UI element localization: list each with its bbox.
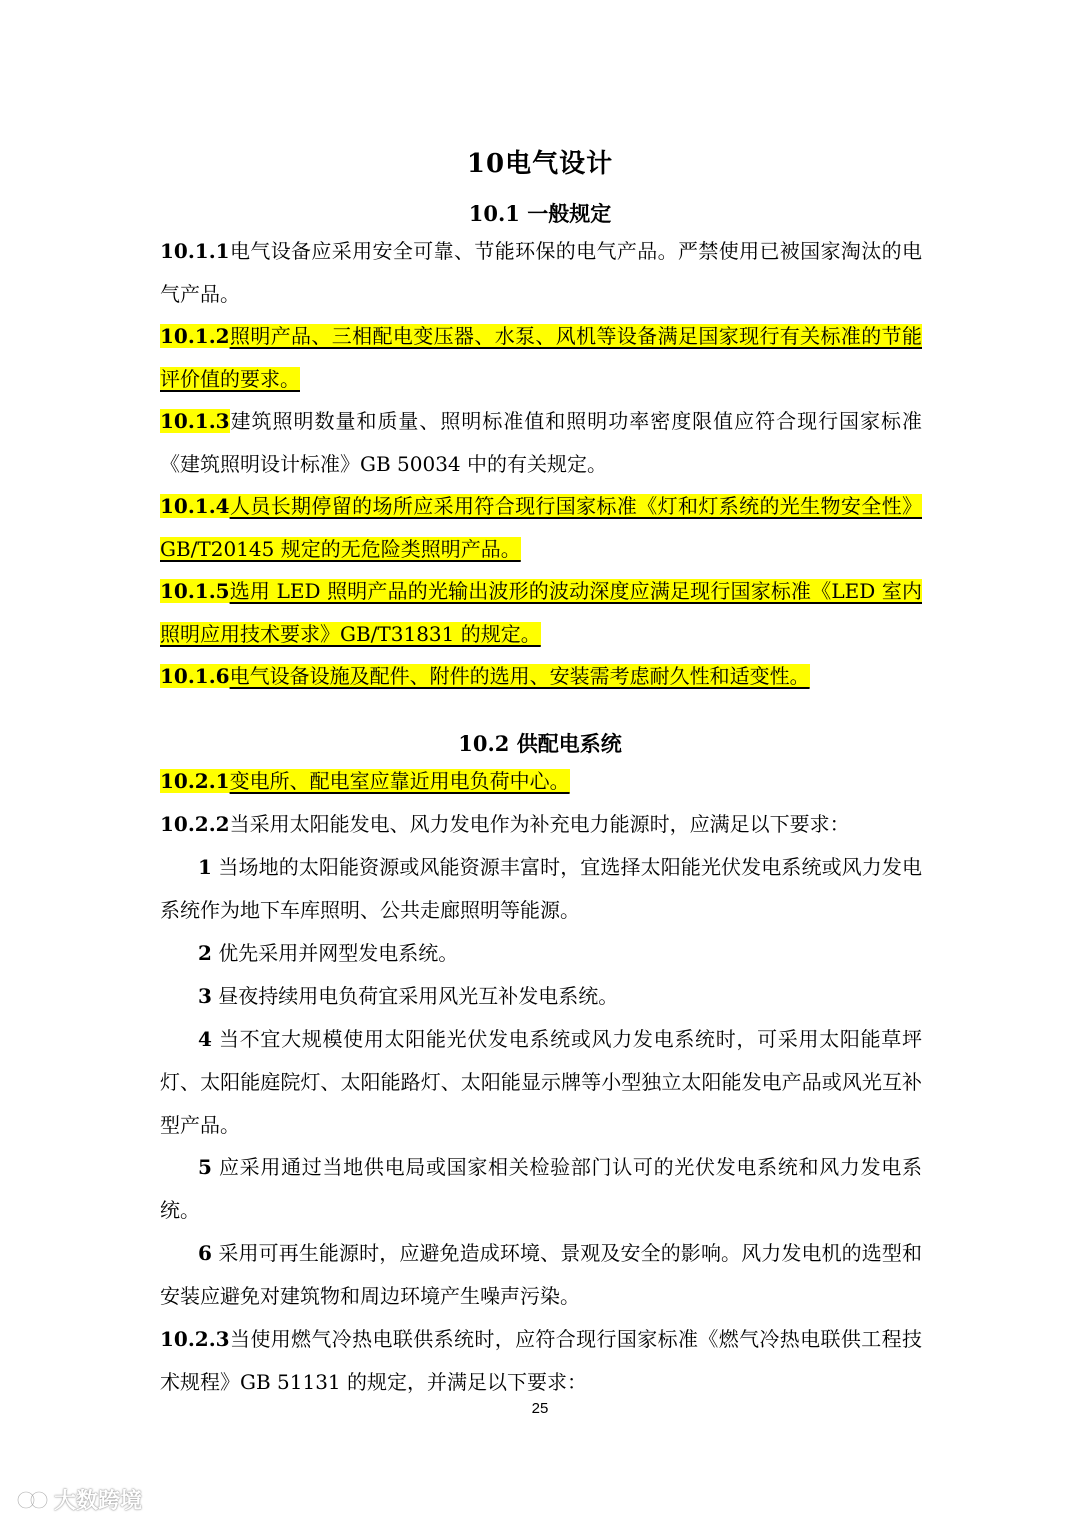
list-item-3 — [160, 975, 922, 1018]
chapter-title: 10电气设计 — [466, 149, 614, 179]
item-text: 当不宜大规模使用太阳能光伏发电系统或风力发电系统时，可采用太阳能草坪灯、太阳能庭院灯、太阳能路灯、太阳能显示牌等小型独立太阳能发电产品或风光互补型产品。 — [160, 1027, 923, 1137]
clause-text: 当使用燃气冷热电联供系统时，应符合现行国家标准《燃气冷热电联供工程技术规程》GB 51131 的规定，并满足以下要求： — [160, 1327, 922, 1394]
clause-number: 10.1.1 — [160, 239, 230, 263]
clause-text-highlighted: 变电所、配电室应靠近用电负荷中心。 — [229, 769, 570, 793]
clause-text-highlighted: 照明产品、三相配电变压器、水泵、风机等设备满足国家现行有关标准的节能评价值的要求。 — [160, 324, 922, 391]
item-number: 3 — [198, 984, 212, 1008]
clause-text-highlighted: 电气设备设施及配件、附件的选用、安装需考虑耐久性和适变性。 — [229, 664, 810, 688]
list-item-1 — [160, 846, 922, 932]
item-text: 优先采用并网型发电系统。 — [218, 941, 459, 965]
list-item-4 — [160, 1018, 922, 1147]
item-text: 采用可再生能源时，应避免造成环境、景观及安全的影响。风力发电机的选型和安装应避免对建筑物和周边环境产生噪声污染。 — [160, 1241, 923, 1308]
clause-number: 10.2.3 — [160, 1327, 230, 1351]
clause-text: 当采用太阳能发电、风力发电作为补充电力能源时，应满足以下要求： — [229, 812, 850, 836]
page-number: 25 — [531, 1400, 549, 1417]
clause-10-2-2 — [160, 803, 922, 846]
item-number: 4 — [198, 1027, 212, 1051]
list-item-2 — [160, 932, 922, 975]
list-item-5 — [160, 1146, 922, 1232]
clause-number: 10.1.2 — [160, 324, 230, 348]
clause-text: 建筑照明数量和质量、照明标准值和照明功率密度限值应符合现行国家标准《建筑照明设计标准》GB 50034 中的有关规定。 — [160, 409, 922, 476]
section-title-10-1: 10.1 一般规定 — [468, 201, 612, 226]
item-number: 6 — [198, 1241, 212, 1265]
item-text: 当场地的太阳能资源或风能资源丰富时，宜选择太阳能光伏发电系统或风力发电系统作为地下车库照明、公共走廊照明等能源。 — [160, 855, 923, 922]
watermark — [16, 1484, 142, 1515]
clause-number: 10.1.6 — [160, 664, 230, 688]
watermark-logo-icon — [16, 1488, 50, 1512]
clause-10-2-3 — [160, 1318, 922, 1404]
clause-number: 10.1.4 — [160, 494, 230, 518]
clause-number: 10.2.2 — [160, 812, 230, 836]
clause-text: 电气设备应采用安全可靠、节能环保的电气产品。严禁使用已被国家淘汰的电气产品。 — [160, 239, 922, 306]
section-title-10-2: 10.2 供配电系统 — [458, 731, 622, 756]
clause-number: 10.2.1 — [160, 769, 230, 793]
item-number: 5 — [198, 1155, 212, 1179]
list-item-6 — [160, 1232, 922, 1318]
item-number: 2 — [198, 941, 212, 965]
item-text: 应采用通过当地供电局或国家相关检验部门认可的光伏发电系统和风力发电系统。 — [160, 1155, 923, 1222]
item-number: 1 — [198, 855, 212, 879]
item-text: 昼夜持续用电负荷宜采用风光互补发电系统。 — [218, 984, 619, 1008]
watermark-text: 大数跨境 — [54, 1489, 143, 1514]
clause-number: 10.1.3 — [160, 409, 230, 433]
clause-10-1-3 — [160, 400, 922, 486]
clause-10-1-6 — [160, 655, 922, 698]
clause-10-1-2 — [160, 315, 922, 401]
clause-10-1-5 — [160, 570, 922, 656]
clause-10-1-1 — [160, 230, 922, 316]
clause-text-highlighted: 选用 LED 照明产品的光输出波形的波动深度应满足现行国家标准《LED 室内照明应用技术要求》GB/T31831 的规定。 — [160, 579, 922, 646]
clause-text-highlighted: 人员长期停留的场所应采用符合现行国家标准《灯和灯系统的光生物安全性》GB/T20145 规定的无危险类照明产品。 — [160, 494, 922, 561]
clause-10-2-1 — [160, 760, 922, 803]
clause-10-1-4 — [160, 485, 922, 571]
clause-number: 10.1.5 — [160, 579, 230, 603]
